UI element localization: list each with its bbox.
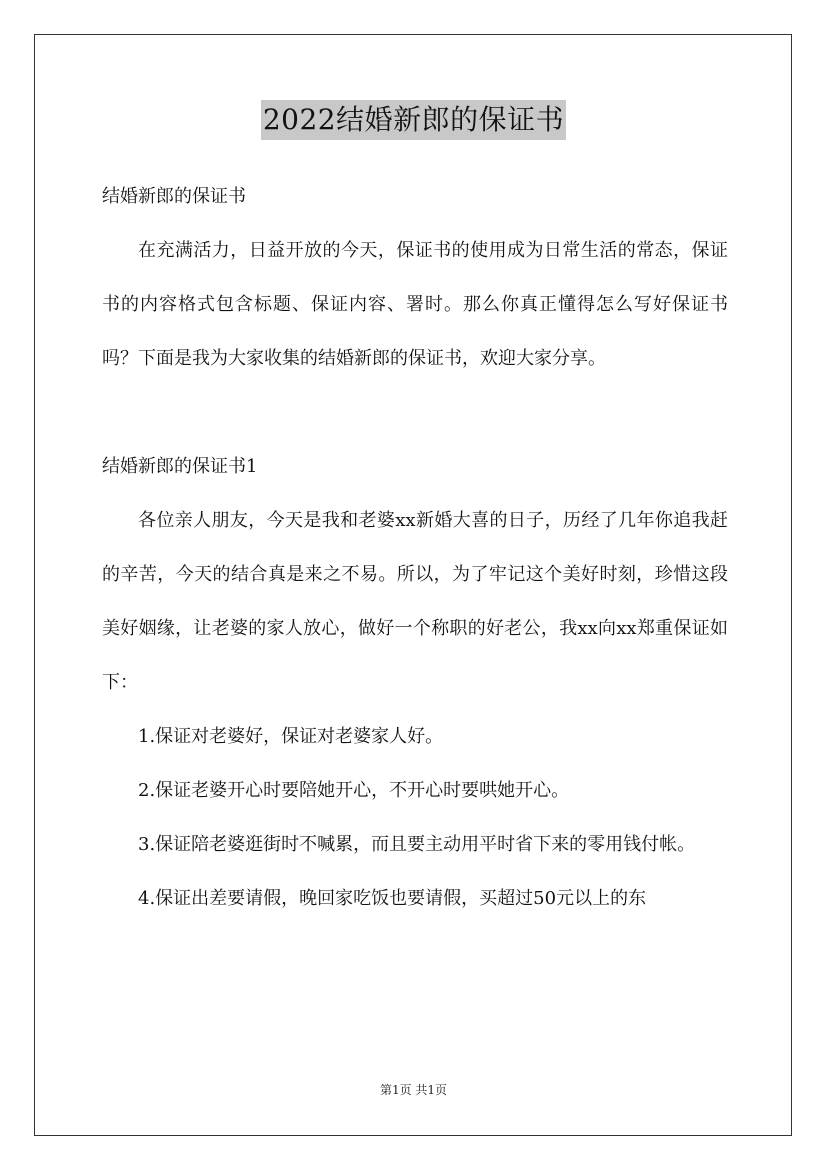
list-item: 4.保证出差要请假，晚回家吃饭也要请假，买超过50元以上的东 [138, 888, 647, 909]
section-heading: 结婚新郎的保证书1 [102, 456, 258, 477]
title-container [0, 100, 827, 140]
section-heading: 结婚新郎的保证书 [102, 186, 246, 207]
paragraph-spacer [102, 386, 728, 440]
document-title: 2022结婚新郎的保证书 [261, 100, 566, 140]
document-body [102, 170, 728, 926]
list-item: 1.保证对老婆好，保证对老婆家人好。 [138, 726, 444, 747]
list-item: 3.保证陪老婆逛街时不喊累，而且要主动用平时省下来的零用钱付帐。 [138, 834, 696, 855]
intro-paragraph: 在充满活力，日益开放的今天，保证书的使用成为日常生活的常态，保证书的内容格式包含标题、保证内容、署时。那么你真正懂得怎么写好保证书吗？下面是我为大家收集的结婚新郎的保证书，欢迎大家分享。 [102, 240, 728, 369]
list-item: 2.保证老婆开心时要陪她开心，不开心时要哄她开心。 [138, 780, 570, 801]
page-footer: 第1页 共1页 [379, 1083, 448, 1097]
body-paragraph: 各位亲人朋友，今天是我和老婆xx新婚大喜的日子，历经了几年你追我赶的辛苦，今天的结合真是来之不易。所以，为了牢记这个美好时刻，珍惜这段美好姻缘，让老婆的家人放心，做好一个称职的好老公，我xx向xx郑重保证如下： [102, 510, 728, 693]
